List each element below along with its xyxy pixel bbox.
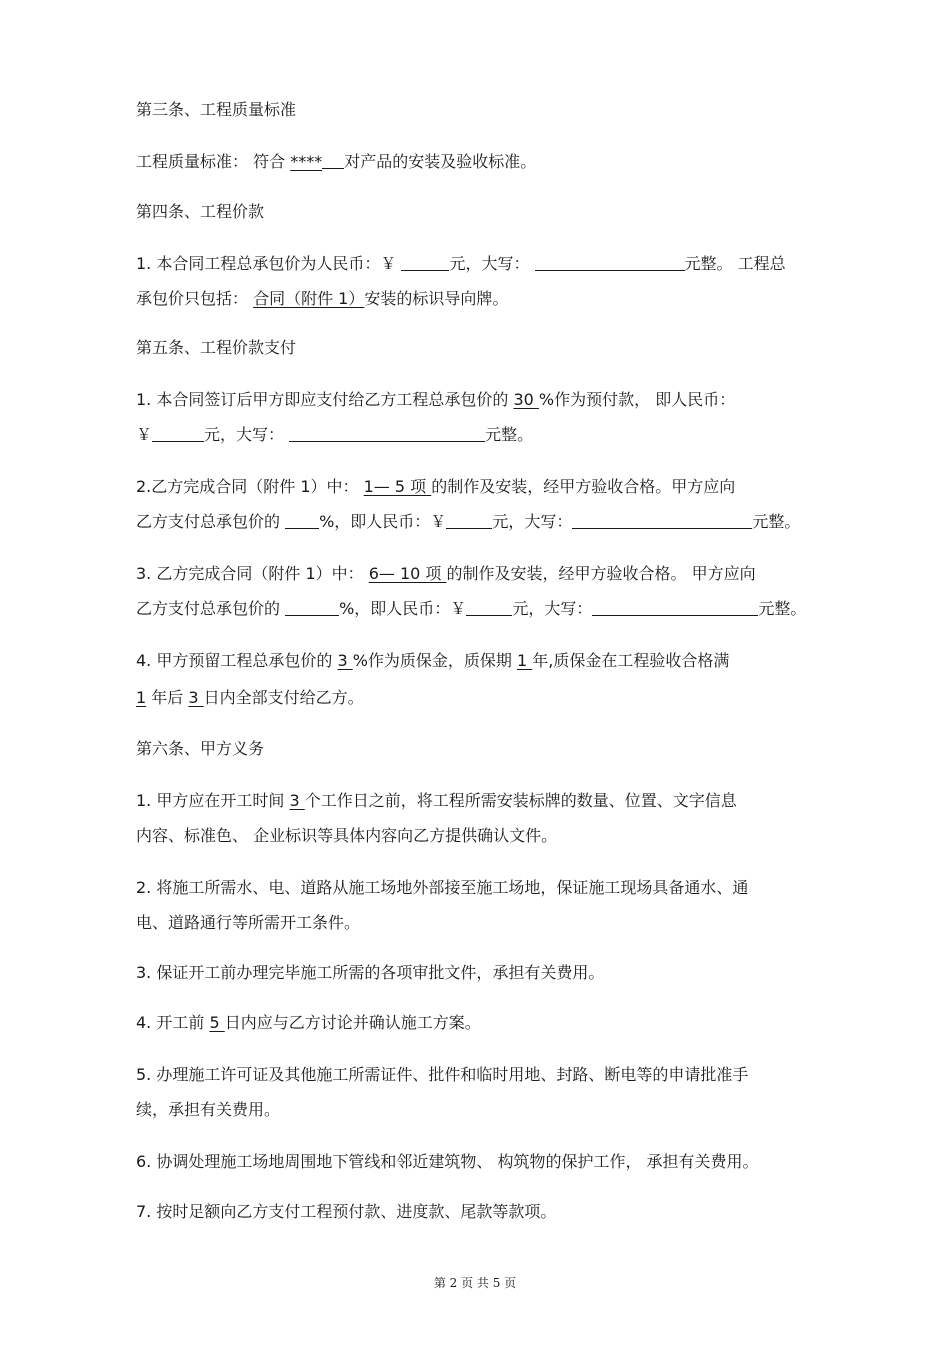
text: 安装的标识导向牌。 — [364, 289, 509, 308]
text: %，即人民币：￥ — [339, 599, 467, 618]
text: ￥ — [136, 425, 153, 444]
text: 元，大写： — [492, 512, 573, 531]
text: 元整。 工程总 — [684, 254, 786, 273]
filled-value: **** — [290, 152, 323, 171]
article-3-heading: 第三条、工程质量标准 — [136, 100, 297, 119]
text: 元整。 — [752, 512, 801, 531]
text: %作为质保金，质保期 — [352, 651, 518, 670]
obligation-2-line-1: 2. 将施工所需水、电、道路从施工场地外部接至施工场地，保证施工现场具备通水、通 — [136, 878, 749, 897]
blank-underline — [322, 152, 344, 169]
text: 日内应与乙方讨论并确认施工方案。 — [224, 1013, 481, 1032]
prepayment-line-1 — [136, 389, 735, 411]
text: 乙方支付总承包价的 — [136, 512, 286, 531]
text: 元整。 — [485, 425, 534, 444]
blank-underline — [401, 254, 449, 271]
payment-3-line-2 — [136, 598, 806, 620]
obligation-1-line-1 — [136, 790, 737, 812]
text: 1. 本合同签订后甲方即应支付给乙方工程总承包价的 — [136, 390, 514, 409]
filled-value: 1 — [517, 651, 533, 670]
obligation-6: 6. 协调处理施工场地周围地下管线和邻近建筑物、 构筑物的保护工作， 承担有关费用。 — [136, 1152, 759, 1171]
blank-underline — [289, 425, 485, 442]
retention-line-1 — [136, 650, 729, 672]
filled-value: 3 — [337, 651, 353, 670]
text: 个工作日之前，将工程所需安装标牌的数量、位置、文字信息 — [304, 791, 737, 810]
obligation-2-line-2: 电、道路通行等所需开工条件。 — [136, 913, 361, 932]
blank-underline — [535, 254, 685, 271]
text: 4. 甲方预留工程总承包价的 — [136, 651, 338, 670]
blank-underline — [572, 512, 752, 529]
blank-underline — [466, 599, 512, 616]
text: 1. 本合同工程总承包价为人民币：￥ — [136, 254, 402, 273]
blank-underline — [592, 599, 758, 616]
obligation-4 — [136, 1012, 481, 1034]
article-6-heading: 第六条、甲方义务 — [136, 739, 265, 758]
text: 元整。 — [758, 599, 807, 618]
blank-underline — [446, 512, 492, 529]
text: 的制作及安装，经甲方验收合格。 甲方应向 — [446, 564, 756, 583]
text: 元，大写： — [204, 425, 290, 444]
text: 年后 — [146, 688, 189, 707]
text: 2.乙方完成合同（附件 1）中： — [136, 477, 364, 496]
text: 工程质量标准： 符合 — [136, 152, 291, 171]
price-scope-line — [136, 288, 508, 310]
obligation-7: 7. 按时足额向乙方支付工程预付款、进度款、尾款等款项。 — [136, 1202, 557, 1221]
text: 承包价只包括： — [136, 289, 254, 308]
obligation-5-line-2: 续，承担有关费用。 — [136, 1100, 281, 1119]
filled-value: 5 — [209, 1013, 225, 1032]
quality-standard-line — [136, 151, 536, 173]
retention-line-2 — [136, 687, 364, 709]
filled-value: 30 — [513, 390, 539, 409]
payment-3-line-1 — [136, 563, 756, 585]
filled-value: 6— 10 项 — [368, 564, 447, 583]
text: 对产品的安装及验收标准。 — [344, 152, 537, 171]
filled-value: 1 — [136, 688, 147, 707]
text: 1. 甲方应在开工时间 — [136, 791, 290, 810]
filled-value: 1— 5 项 — [363, 477, 432, 496]
blank-underline — [285, 512, 319, 529]
article-4-heading: 第四条、工程价款 — [136, 202, 265, 221]
prepayment-line-2 — [136, 424, 533, 446]
text: 元，大写： — [449, 254, 535, 273]
blank-underline — [152, 425, 204, 442]
text: %作为预付款， 即人民币： — [538, 390, 736, 409]
text: 4. 开工前 — [136, 1013, 210, 1032]
filled-value: 3 — [289, 791, 305, 810]
text: 元，大写： — [512, 599, 593, 618]
text: 年,质保金在工程验收合格满 — [532, 651, 730, 670]
blank-underline — [285, 599, 339, 616]
text: 3. 乙方完成合同（附件 1）中： — [136, 564, 369, 583]
total-price-line — [136, 253, 786, 275]
filled-value: 合同（附件 1） — [253, 289, 365, 308]
text: 的制作及安装，经甲方验收合格。甲方应向 — [431, 477, 736, 496]
obligation-1-line-2: 内容、标准色、 企业标识等具体内容向乙方提供确认文件。 — [136, 826, 558, 845]
article-5-heading: 第五条、工程价款支付 — [136, 338, 297, 357]
page-number-footer: 第 2 页 共 5 页 — [433, 1276, 517, 1290]
obligation-5-line-1: 5. 办理施工许可证及其他施工所需证件、批件和临时用地、封路、断电等的申请批准手 — [136, 1065, 749, 1084]
text: %，即人民币：￥ — [319, 512, 447, 531]
payment-2-line-1 — [136, 476, 735, 498]
filled-value: 3 — [188, 688, 204, 707]
text: 乙方支付总承包价的 — [136, 599, 286, 618]
obligation-3: 3. 保证开工前办理完毕施工所需的各项审批文件，承担有关费用。 — [136, 963, 605, 982]
payment-2-line-2 — [136, 511, 800, 533]
text: 日内全部支付给乙方。 — [203, 688, 364, 707]
